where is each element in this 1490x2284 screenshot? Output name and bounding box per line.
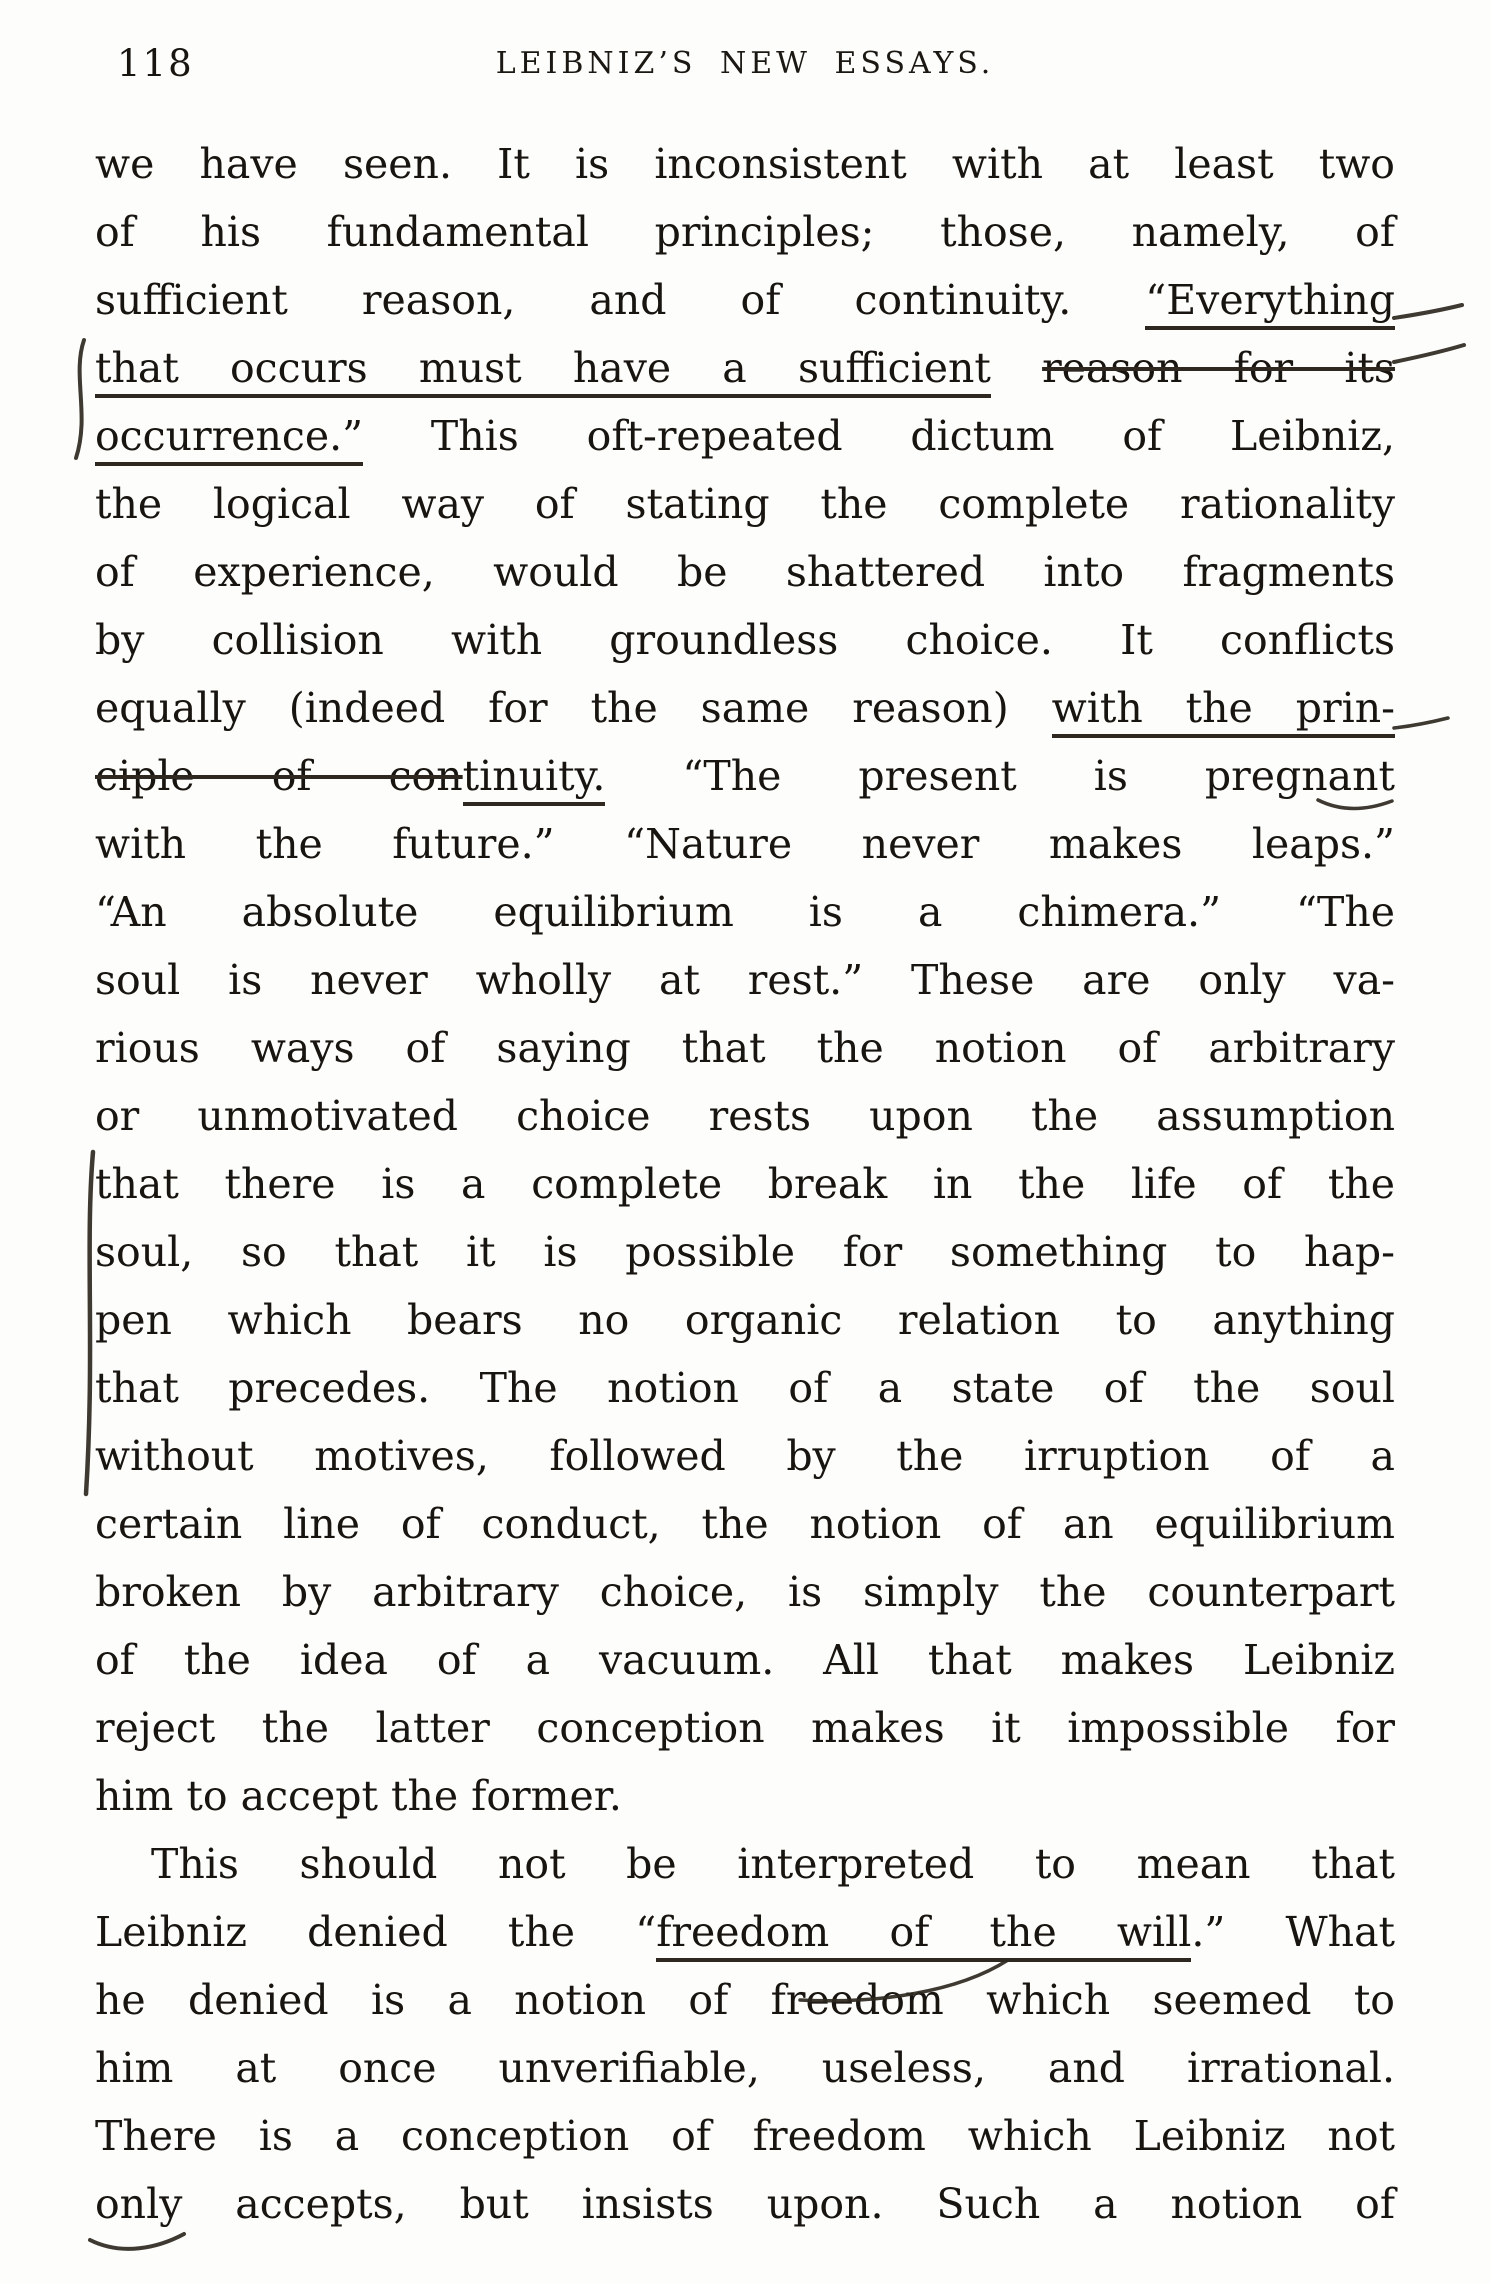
text-segment: only accepts, but insists upon. Such a notion of bbox=[95, 2180, 1395, 2228]
pen-underlined-text: with the prin- bbox=[1052, 684, 1395, 738]
running-title: LEIBNIZ’S NEW ESSAYS. bbox=[495, 46, 995, 81]
text-segment: that precedes. The notion of a state of the soul bbox=[95, 1364, 1395, 1412]
text-segment: There is a conception of freedom which Leibniz not bbox=[95, 2112, 1395, 2160]
text-line bbox=[95, 810, 1395, 878]
text-line bbox=[95, 1422, 1395, 1490]
text-segment: of the idea of a vacuum. All that makes Leibniz bbox=[95, 1636, 1395, 1684]
underline-tail-prin bbox=[1394, 718, 1448, 728]
underline-tail-everything bbox=[1394, 305, 1462, 318]
strike-tail-reason-for-its bbox=[1394, 345, 1464, 362]
text-segment bbox=[991, 344, 1042, 392]
text-line bbox=[95, 470, 1395, 538]
text-line bbox=[95, 1218, 1395, 1286]
text-segment: broken by arbitrary choice, is simply the counterpart bbox=[95, 1568, 1395, 1616]
text-line bbox=[95, 2102, 1395, 2170]
body-text bbox=[95, 130, 1395, 2238]
text-segment: him to accept the former. bbox=[95, 1772, 622, 1820]
pen-underlined-text: freedom of the will bbox=[656, 1908, 1191, 1962]
text-segment: the logical way of stating the complete rationality bbox=[95, 480, 1395, 528]
margin-stroke-lines-4-5 bbox=[76, 340, 84, 458]
text-segment: we have seen. It is inconsistent with at least two bbox=[95, 140, 1395, 188]
text-segment: equally (indeed for the same reason) bbox=[95, 684, 1052, 732]
text-line bbox=[95, 1966, 1395, 2034]
text-line bbox=[95, 130, 1395, 198]
text-segment: he denied is a notion of freedom which seemed to bbox=[95, 1976, 1395, 2024]
text-line bbox=[95, 1082, 1395, 1150]
text-line bbox=[95, 2170, 1395, 2238]
pen-underlined-text: “Everything bbox=[1145, 276, 1395, 330]
text-line bbox=[95, 674, 1395, 742]
text-line bbox=[95, 606, 1395, 674]
text-segment: “The present is pregnant bbox=[605, 752, 1395, 800]
text-segment: him at once unverifiable, useless, and irrational. bbox=[95, 2044, 1395, 2092]
text-segment: soul, so that it is possible for something to hap- bbox=[95, 1228, 1395, 1276]
text-segment: without motives, followed by the irruption of a bbox=[95, 1432, 1395, 1480]
text-segment: reject the latter conception makes it impossible for bbox=[95, 1704, 1395, 1752]
margin-line-lines-16-20 bbox=[86, 1152, 93, 1494]
pen-struck-text: ciple of con bbox=[95, 752, 463, 800]
text-line bbox=[95, 1694, 1395, 1762]
text-segment: of his fundamental principles; those, namely, of bbox=[95, 208, 1395, 256]
pen-struck-text: reason for its bbox=[1042, 344, 1395, 392]
text-segment: or unmotivated choice rests upon the assumption bbox=[95, 1092, 1395, 1140]
text-line bbox=[95, 1150, 1395, 1218]
text-line bbox=[95, 946, 1395, 1014]
text-line bbox=[95, 538, 1395, 606]
text-segment: soul is never wholly at rest.” These are only va- bbox=[95, 956, 1395, 1004]
pen-underlined-text: that occurs must have a sufficient bbox=[95, 344, 991, 398]
text-line bbox=[95, 402, 1395, 470]
text-segment: certain line of conduct, the notion of an equilibrium bbox=[95, 1500, 1395, 1548]
text-line bbox=[95, 1014, 1395, 1082]
text-line bbox=[95, 1830, 1395, 1898]
text-segment: .” What bbox=[1191, 1908, 1395, 1956]
pen-underlined-text: occurrence.” bbox=[95, 412, 363, 466]
text-segment: “An absolute equilibrium is a chimera.” “The bbox=[95, 888, 1395, 936]
text-segment: of experience, would be shattered into fragments bbox=[95, 548, 1395, 596]
text-line bbox=[95, 266, 1395, 334]
page-number: 118 bbox=[117, 42, 194, 85]
text-line bbox=[95, 1762, 1395, 1830]
text-segment: rious ways of saying that the notion of arbitrary bbox=[95, 1024, 1395, 1072]
text-line bbox=[95, 1354, 1395, 1422]
text-line bbox=[95, 1286, 1395, 1354]
text-segment: pen which bears no organic relation to anything bbox=[95, 1296, 1395, 1344]
text-line bbox=[95, 1558, 1395, 1626]
text-segment: with the future.” “Nature never makes leaps.” bbox=[95, 820, 1395, 868]
pen-underlined-text: tinuity. bbox=[463, 752, 606, 806]
text-line bbox=[95, 878, 1395, 946]
text-segment: This oft-repeated dictum of Leibniz, bbox=[363, 412, 1395, 460]
text-line bbox=[95, 1898, 1395, 1966]
text-segment: sufficient reason, and of continuity. bbox=[95, 276, 1146, 324]
text-line bbox=[95, 198, 1395, 266]
text-line bbox=[95, 742, 1395, 810]
text-segment: This should not be interpreted to mean that bbox=[151, 1840, 1395, 1888]
text-line bbox=[95, 1490, 1395, 1558]
text-segment: Leibniz denied the “ bbox=[95, 1908, 657, 1956]
text-line bbox=[95, 334, 1395, 402]
text-segment: that there is a complete break in the life of the bbox=[95, 1160, 1395, 1208]
text-segment: by collision with groundless choice. It conflicts bbox=[95, 616, 1395, 664]
text-line bbox=[95, 2034, 1395, 2102]
page-header bbox=[95, 38, 1395, 94]
text-line bbox=[95, 1626, 1395, 1694]
